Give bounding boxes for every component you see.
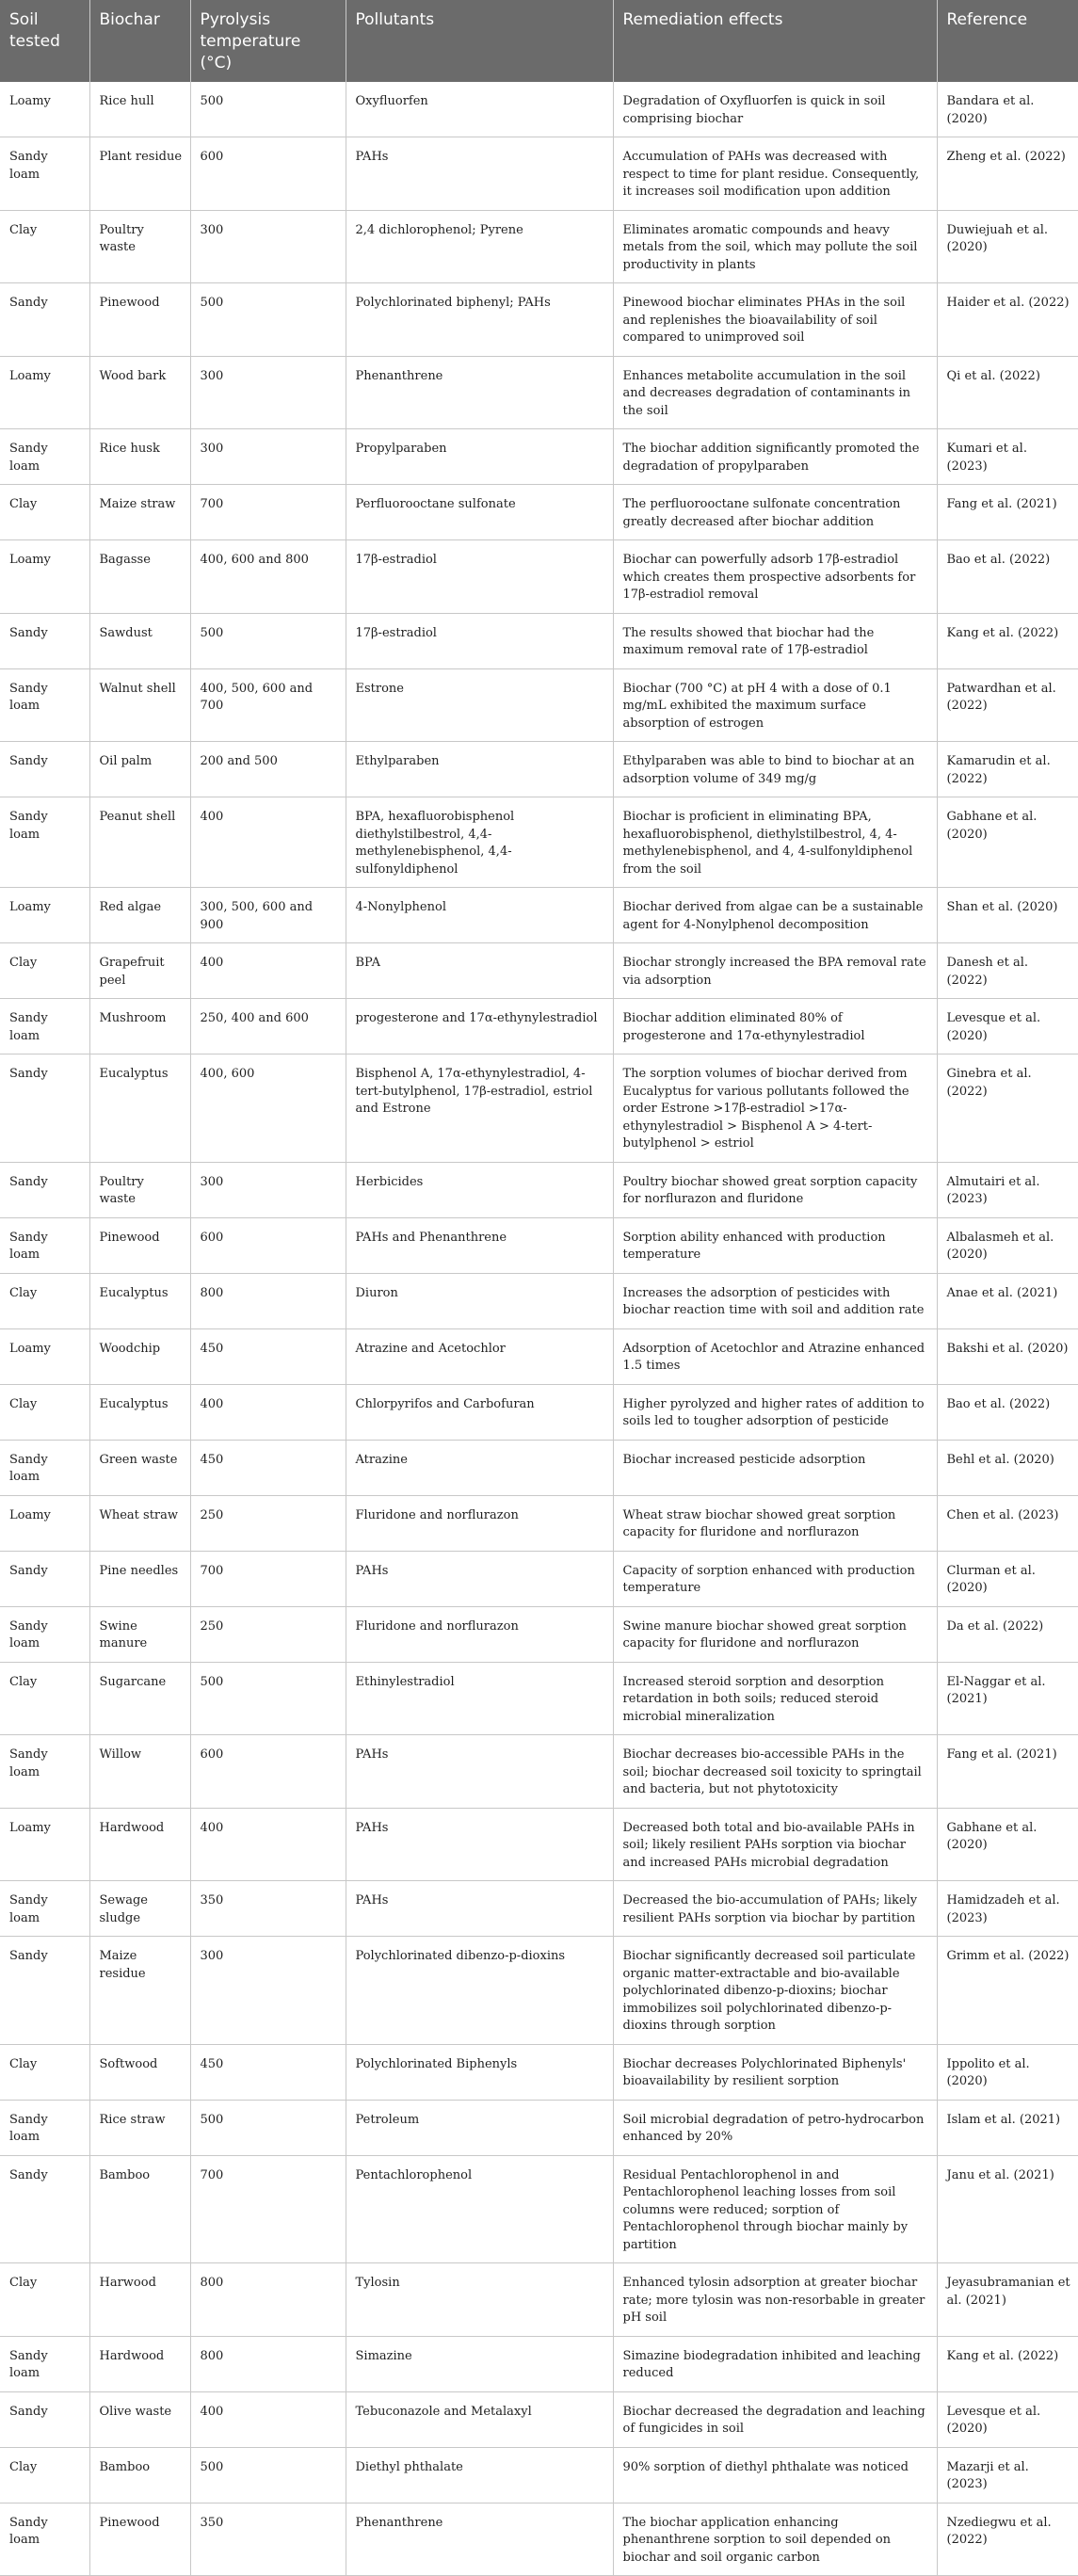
biochar-cell: Mushroom bbox=[89, 999, 190, 1055]
soil-tested-cell: Loamy bbox=[0, 1808, 89, 1881]
remediation-effects-cell: Eliminates aromatic compounds and heavy metals from the soil, which may pollute the soil productivity in plants bbox=[613, 210, 937, 283]
table-row bbox=[0, 943, 1078, 999]
reference-cell: Janu et al. (2021) bbox=[937, 2155, 1078, 2263]
remediation-effects-cell: Soil microbial degradation of petro-hydrocarbon enhanced by 20% bbox=[613, 2100, 937, 2155]
remediation-effects-cell: Biochar addition eliminated 80% of progesterone and 17α-ethynylestradiol bbox=[613, 999, 937, 1055]
table-row bbox=[0, 2391, 1078, 2447]
remediation-effects-cell: The results showed that biochar had the maximum removal rate of 17β-estradiol bbox=[613, 613, 937, 668]
table-row bbox=[0, 1384, 1078, 1440]
biochar-cell: Poultry waste bbox=[89, 210, 190, 283]
pollutants-cell: progesterone and 17α-ethynylestradiol bbox=[346, 999, 613, 1055]
remediation-effects-cell: Degradation of Oxyfluorfen is quick in soil comprising biochar bbox=[613, 82, 937, 137]
table-row bbox=[0, 210, 1078, 283]
biochar-cell: Rice straw bbox=[89, 2100, 190, 2155]
pyrolysis-temperature-cell: 400 bbox=[190, 1808, 346, 1881]
table-row bbox=[0, 137, 1078, 211]
header-pyrolysis-temperature: Pyrolysis temperature (°C) bbox=[190, 0, 346, 82]
pollutants-cell: 17β-estradiol bbox=[346, 540, 613, 614]
pollutants-cell: Polychlorinated dibenzo-p-dioxins bbox=[346, 1937, 613, 2045]
pollutants-cell: PAHs bbox=[346, 137, 613, 211]
table-row bbox=[0, 82, 1078, 137]
pyrolysis-temperature-cell: 450 bbox=[190, 2044, 346, 2100]
soil-tested-cell: Sandy loam bbox=[0, 1881, 89, 1937]
remediation-effects-cell: Residual Pentachlorophenol in and Pentachlorophenol leaching losses from soil columns were reduced; sorption of Pentachlorophenol through biochar mainly by partition bbox=[613, 2155, 937, 2263]
soil-tested-cell: Clay bbox=[0, 210, 89, 283]
reference-cell: Almutairi et al. (2023) bbox=[937, 1162, 1078, 1217]
reference-cell: Kamarudin et al. (2022) bbox=[937, 742, 1078, 797]
biochar-cell: Pine needles bbox=[89, 1551, 190, 1606]
reference-cell: Ippolito et al. (2020) bbox=[937, 2044, 1078, 2100]
soil-tested-cell: Sandy loam bbox=[0, 999, 89, 1055]
soil-tested-cell: Sandy loam bbox=[0, 1735, 89, 1809]
pollutants-cell: PAHs bbox=[346, 1551, 613, 1606]
table-row bbox=[0, 797, 1078, 888]
soil-tested-cell: Sandy bbox=[0, 2391, 89, 2447]
pyrolysis-temperature-cell: 400 bbox=[190, 797, 346, 888]
reference-cell: Grimm et al. (2022) bbox=[937, 1937, 1078, 2045]
pyrolysis-temperature-cell: 300 bbox=[190, 210, 346, 283]
pyrolysis-temperature-cell: 250 bbox=[190, 1606, 346, 1662]
biochar-cell: Swine manure bbox=[89, 1606, 190, 1662]
remediation-effects-cell: Wheat straw biochar showed great sorption capacity for fluridone and norflurazon bbox=[613, 1495, 937, 1551]
pollutants-cell: Oxyfluorfen bbox=[346, 82, 613, 137]
soil-tested-cell: Loamy bbox=[0, 356, 89, 429]
pollutants-cell: Estrone bbox=[346, 668, 613, 742]
remediation-effects-cell: Pinewood biochar eliminates PHAs in the soil and replenishes the bioavailability of soil compared to unimproved soil bbox=[613, 283, 937, 357]
pyrolysis-temperature-cell: 600 bbox=[190, 1217, 346, 1273]
biochar-cell: Sawdust bbox=[89, 613, 190, 668]
reference-cell: Hamidzadeh et al. (2023) bbox=[937, 1881, 1078, 1937]
soil-tested-cell: Sandy loam bbox=[0, 797, 89, 888]
header-remediation-effects: Remediation effects bbox=[613, 0, 937, 82]
soil-tested-cell: Clay bbox=[0, 1662, 89, 1735]
reference-cell: Duwiejuah et al. (2020) bbox=[937, 210, 1078, 283]
header-row bbox=[0, 0, 1078, 82]
reference-cell: Jeyasubramanian et al. (2021) bbox=[937, 2263, 1078, 2337]
reference-cell: Islam et al. (2021) bbox=[937, 2100, 1078, 2155]
biochar-cell: Bamboo bbox=[89, 2155, 190, 2263]
pyrolysis-temperature-cell: 500 bbox=[190, 283, 346, 357]
pyrolysis-temperature-cell: 300 bbox=[190, 1162, 346, 1217]
pyrolysis-temperature-cell: 500 bbox=[190, 2447, 346, 2503]
pyrolysis-temperature-cell: 400, 600 bbox=[190, 1055, 346, 1163]
biochar-cell: Plant residue bbox=[89, 137, 190, 211]
remediation-effects-cell: The sorption volumes of biochar derived from Eucalyptus for various pollutants followed the order Estrone >17β-estradiol >17α-ethynylestradiol > Bisphenol A > 4-tert-butylphenol > estriol bbox=[613, 1055, 937, 1163]
remediation-effects-cell: 90% sorption of diethyl phthalate was noticed bbox=[613, 2447, 937, 2503]
remediation-effects-cell: The biochar addition significantly promoted the degradation of propylparaben bbox=[613, 429, 937, 485]
remediation-effects-cell: Biochar can powerfully adsorb 17β-estradiol which creates them prospective adsorbents for 17β-estradiol removal bbox=[613, 540, 937, 614]
pyrolysis-temperature-cell: 600 bbox=[190, 137, 346, 211]
remediation-effects-cell: Increases the adsorption of pesticides with biochar reaction time with soil and addition rate bbox=[613, 1273, 937, 1328]
reference-cell: Mazarji et al. (2023) bbox=[937, 2447, 1078, 2503]
biochar-cell: Woodchip bbox=[89, 1328, 190, 1384]
pollutants-cell: Propylparaben bbox=[346, 429, 613, 485]
biochar-cell: Poultry waste bbox=[89, 1162, 190, 1217]
soil-tested-cell: Sandy bbox=[0, 1162, 89, 1217]
header-soil-tested: Soil tested bbox=[0, 0, 89, 82]
table-row bbox=[0, 1273, 1078, 1328]
biochar-cell: Rice husk bbox=[89, 429, 190, 485]
reference-cell: Haider et al. (2022) bbox=[937, 283, 1078, 357]
table-row bbox=[0, 2044, 1078, 2100]
remediation-effects-cell: The biochar application enhancing phenanthrene sorption to soil depended on biochar and soil organic carbon bbox=[613, 2503, 937, 2576]
table-row bbox=[0, 2336, 1078, 2391]
biochar-cell: Willow bbox=[89, 1735, 190, 1809]
biochar-cell: Red algae bbox=[89, 888, 190, 943]
soil-tested-cell: Clay bbox=[0, 2447, 89, 2503]
reference-cell: Bandara et al. (2020) bbox=[937, 82, 1078, 137]
reference-cell: Kumari et al. (2023) bbox=[937, 429, 1078, 485]
pollutants-cell: Chlorpyrifos and Carbofuran bbox=[346, 1384, 613, 1440]
table-row bbox=[0, 1735, 1078, 1809]
remediation-effects-cell: Biochar significantly decreased soil particulate organic matter-extractable and bio-available polychlorinated dibenzo-p-dioxins; biochar immobilizes soil polychlorinated dibenzo-p-dioxins through sorption bbox=[613, 1937, 937, 2045]
soil-tested-cell: Sandy loam bbox=[0, 668, 89, 742]
biochar-cell: Oil palm bbox=[89, 742, 190, 797]
table-row bbox=[0, 1217, 1078, 1273]
header-biochar: Biochar bbox=[89, 0, 190, 82]
pollutants-cell: 4-Nonylphenol bbox=[346, 888, 613, 943]
table-row bbox=[0, 613, 1078, 668]
remediation-effects-cell: Biochar strongly increased the BPA removal rate via adsorption bbox=[613, 943, 937, 999]
pyrolysis-temperature-cell: 500 bbox=[190, 1662, 346, 1735]
remediation-effects-cell: Swine manure biochar showed great sorption capacity for fluridone and norflurazon bbox=[613, 1606, 937, 1662]
reference-cell: Fang et al. (2021) bbox=[937, 485, 1078, 540]
pollutants-cell: Simazine bbox=[346, 2336, 613, 2391]
biochar-cell: Hardwood bbox=[89, 1808, 190, 1881]
pollutants-cell: Pentachlorophenol bbox=[346, 2155, 613, 2263]
biochar-cell: Walnut shell bbox=[89, 668, 190, 742]
biochar-cell: Eucalyptus bbox=[89, 1055, 190, 1163]
reference-cell: Da et al. (2022) bbox=[937, 1606, 1078, 1662]
reference-cell: Nzediegwu et al. (2022) bbox=[937, 2503, 1078, 2576]
table-row bbox=[0, 1551, 1078, 1606]
pollutants-cell: Bisphenol A, 17α-ethynylestradiol, 4-tert-butylphenol, 17β-estradiol, estriol and Estrone bbox=[346, 1055, 613, 1163]
table-row bbox=[0, 429, 1078, 485]
remediation-effects-cell: Enhances metabolite accumulation in the soil and decreases degradation of contaminants in the soil bbox=[613, 356, 937, 429]
pyrolysis-temperature-cell: 400 bbox=[190, 943, 346, 999]
table-row bbox=[0, 1606, 1078, 1662]
reference-cell: Anae et al. (2021) bbox=[937, 1273, 1078, 1328]
pyrolysis-temperature-cell: 200 and 500 bbox=[190, 742, 346, 797]
remediation-effects-cell: Biochar decreases bio-accessible PAHs in the soil; biochar decreased soil toxicity to springtail and bacteria, but not phytotoxicity bbox=[613, 1735, 937, 1809]
soil-tested-cell: Sandy loam bbox=[0, 2503, 89, 2576]
soil-tested-cell: Sandy bbox=[0, 283, 89, 357]
soil-tested-cell: Sandy loam bbox=[0, 137, 89, 211]
soil-tested-cell: Sandy bbox=[0, 1055, 89, 1163]
table-row bbox=[0, 1162, 1078, 1217]
soil-tested-cell: Sandy loam bbox=[0, 1440, 89, 1495]
pyrolysis-temperature-cell: 700 bbox=[190, 485, 346, 540]
remediation-effects-cell: Decreased both total and bio-available PAHs in soil; likely resilient PAHs sorption via biochar and increased PAHs microbial degradation bbox=[613, 1808, 937, 1881]
remediation-effects-cell: The perfluorooctane sulfonate concentration greatly decreased after biochar addition bbox=[613, 485, 937, 540]
table-row bbox=[0, 1937, 1078, 2045]
soil-tested-cell: Clay bbox=[0, 1273, 89, 1328]
header-pollutants: Pollutants bbox=[346, 0, 613, 82]
remediation-effects-cell: Poultry biochar showed great sorption capacity for norflurazon and fluridone bbox=[613, 1162, 937, 1217]
soil-tested-cell: Sandy bbox=[0, 742, 89, 797]
remediation-effects-cell: Biochar decreases Polychlorinated Biphenyls' bioavailability by resilient sorption bbox=[613, 2044, 937, 2100]
reference-cell: Patwardhan et al. (2022) bbox=[937, 668, 1078, 742]
reference-cell: Chen et al. (2023) bbox=[937, 1495, 1078, 1551]
soil-tested-cell: Sandy loam bbox=[0, 1217, 89, 1273]
soil-tested-cell: Sandy loam bbox=[0, 2100, 89, 2155]
biochar-cell: Rice hull bbox=[89, 82, 190, 137]
soil-tested-cell: Loamy bbox=[0, 82, 89, 137]
reference-cell: Behl et al. (2020) bbox=[937, 1440, 1078, 1495]
pollutants-cell: Phenanthrene bbox=[346, 2503, 613, 2576]
pyrolysis-temperature-cell: 700 bbox=[190, 2155, 346, 2263]
pyrolysis-temperature-cell: 250 bbox=[190, 1495, 346, 1551]
pollutants-cell: Tebuconazole and Metalaxyl bbox=[346, 2391, 613, 2447]
table-row bbox=[0, 540, 1078, 614]
table-row bbox=[0, 1808, 1078, 1881]
table-header bbox=[0, 0, 1078, 82]
remediation-effects-cell: Biochar is proficient in eliminating BPA, hexafluorobisphenol, diethylstilbestrol, 4, 4-methylenebisphenol, and 4, 4-sulfonyldiphenol from the soil bbox=[613, 797, 937, 888]
table-row bbox=[0, 1881, 1078, 1937]
soil-tested-cell: Clay bbox=[0, 2044, 89, 2100]
soil-tested-cell: Clay bbox=[0, 943, 89, 999]
remediation-effects-cell: Biochar decreased the degradation and leaching of fungicides in soil bbox=[613, 2391, 937, 2447]
biochar-cell: Maize residue bbox=[89, 1937, 190, 2045]
pollutants-cell: Phenanthrene bbox=[346, 356, 613, 429]
pyrolysis-temperature-cell: 500 bbox=[190, 2100, 346, 2155]
biochar-cell: Sewage sludge bbox=[89, 1881, 190, 1937]
pollutants-cell: Fluridone and norflurazon bbox=[346, 1606, 613, 1662]
pollutants-cell: Diethyl phthalate bbox=[346, 2447, 613, 2503]
soil-tested-cell: Sandy loam bbox=[0, 2336, 89, 2391]
pyrolysis-temperature-cell: 450 bbox=[190, 1328, 346, 1384]
remediation-effects-cell: Biochar derived from algae can be a sustainable agent for 4-Nonylphenol decomposition bbox=[613, 888, 937, 943]
soil-tested-cell: Sandy bbox=[0, 2155, 89, 2263]
reference-cell: Levesque et al. (2020) bbox=[937, 999, 1078, 1055]
table-row bbox=[0, 668, 1078, 742]
biochar-cell: Sugarcane bbox=[89, 1662, 190, 1735]
biochar-cell: Olive waste bbox=[89, 2391, 190, 2447]
biochar-cell: Pinewood bbox=[89, 283, 190, 357]
pyrolysis-temperature-cell: 500 bbox=[190, 613, 346, 668]
pyrolysis-temperature-cell: 400, 500, 600 and 700 bbox=[190, 668, 346, 742]
pyrolysis-temperature-cell: 250, 400 and 600 bbox=[190, 999, 346, 1055]
remediation-effects-cell: Adsorption of Acetochlor and Atrazine enhanced 1.5 times bbox=[613, 1328, 937, 1384]
reference-cell: Kang et al. (2022) bbox=[937, 2336, 1078, 2391]
biochar-cell: Bamboo bbox=[89, 2447, 190, 2503]
biochar-cell: Hardwood bbox=[89, 2336, 190, 2391]
biochar-cell: Grapefruit peel bbox=[89, 943, 190, 999]
pyrolysis-temperature-cell: 300 bbox=[190, 429, 346, 485]
reference-cell: Zheng et al. (2022) bbox=[937, 137, 1078, 211]
remediation-effects-cell: Accumulation of PAHs was decreased with respect to time for plant residue. Consequently, it increases soil modification upon addition bbox=[613, 137, 937, 211]
soil-tested-cell: Sandy loam bbox=[0, 1606, 89, 1662]
reference-cell: El-Naggar et al. (2021) bbox=[937, 1662, 1078, 1735]
reference-cell: Bakshi et al. (2020) bbox=[937, 1328, 1078, 1384]
table-row bbox=[0, 2155, 1078, 2263]
pyrolysis-temperature-cell: 300 bbox=[190, 356, 346, 429]
remediation-effects-cell: Enhanced tylosin adsorption at greater biochar rate; more tylosin was non-resorbable in greater pH soil bbox=[613, 2263, 937, 2337]
soil-tested-cell: Loamy bbox=[0, 1328, 89, 1384]
reference-cell: Fang et al. (2021) bbox=[937, 1735, 1078, 1809]
table-row bbox=[0, 2447, 1078, 2503]
pollutants-cell: Petroleum bbox=[346, 2100, 613, 2155]
biochar-cell: Eucalyptus bbox=[89, 1384, 190, 1440]
pyrolysis-temperature-cell: 400 bbox=[190, 1384, 346, 1440]
reference-cell: Bao et al. (2022) bbox=[937, 1384, 1078, 1440]
biochar-cell: Peanut shell bbox=[89, 797, 190, 888]
table-row bbox=[0, 2263, 1078, 2337]
remediation-effects-cell: Sorption ability enhanced with production temperature bbox=[613, 1217, 937, 1273]
pyrolysis-temperature-cell: 500 bbox=[190, 82, 346, 137]
remediation-effects-cell: Ethylparaben was able to bind to biochar at an adsorption volume of 349 mg/g bbox=[613, 742, 937, 797]
reference-cell: Shan et al. (2020) bbox=[937, 888, 1078, 943]
pollutants-cell: PAHs and Phenanthrene bbox=[346, 1217, 613, 1273]
reference-cell: Bao et al. (2022) bbox=[937, 540, 1078, 614]
soil-tested-cell: Sandy bbox=[0, 1937, 89, 2045]
table-row bbox=[0, 356, 1078, 429]
biochar-cell: Softwood bbox=[89, 2044, 190, 2100]
pyrolysis-temperature-cell: 400, 600 and 800 bbox=[190, 540, 346, 614]
pollutants-cell: Perfluorooctane sulfonate bbox=[346, 485, 613, 540]
pollutants-cell: PAHs bbox=[346, 1808, 613, 1881]
reference-cell: Kang et al. (2022) bbox=[937, 613, 1078, 668]
table-row bbox=[0, 888, 1078, 943]
pollutants-cell: BPA, hexafluorobisphenol diethylstilbestrol, 4,4-methylenebisphenol, 4,4-sulfonyldiphenol bbox=[346, 797, 613, 888]
pollutants-cell: 17β-estradiol bbox=[346, 613, 613, 668]
biochar-cell: Wheat straw bbox=[89, 1495, 190, 1551]
pyrolysis-temperature-cell: 800 bbox=[190, 2263, 346, 2337]
soil-tested-cell: Loamy bbox=[0, 1495, 89, 1551]
pyrolysis-temperature-cell: 700 bbox=[190, 1551, 346, 1606]
biochar-cell: Green waste bbox=[89, 1440, 190, 1495]
table-row bbox=[0, 2100, 1078, 2155]
table-row bbox=[0, 485, 1078, 540]
pollutants-cell: 2,4 dichlorophenol; Pyrene bbox=[346, 210, 613, 283]
pollutants-cell: Herbicides bbox=[346, 1162, 613, 1217]
biochar-cell: Pinewood bbox=[89, 2503, 190, 2576]
remediation-effects-cell: Decreased the bio-accumulation of PAHs; likely resilient PAHs sorption via biochar by partition bbox=[613, 1881, 937, 1937]
pyrolysis-temperature-cell: 400 bbox=[190, 2391, 346, 2447]
table-row bbox=[0, 283, 1078, 357]
soil-tested-cell: Clay bbox=[0, 2263, 89, 2337]
table-row bbox=[0, 1495, 1078, 1551]
table-row bbox=[0, 999, 1078, 1055]
biochar-cell: Bagasse bbox=[89, 540, 190, 614]
biochar-cell: Eucalyptus bbox=[89, 1273, 190, 1328]
pyrolysis-temperature-cell: 450 bbox=[190, 1440, 346, 1495]
pollutants-cell: Atrazine and Acetochlor bbox=[346, 1328, 613, 1384]
reference-cell: Qi et al. (2022) bbox=[937, 356, 1078, 429]
table-row bbox=[0, 742, 1078, 797]
pollutants-cell: Ethylparaben bbox=[346, 742, 613, 797]
pollutants-cell: Tylosin bbox=[346, 2263, 613, 2337]
soil-tested-cell: Sandy loam bbox=[0, 429, 89, 485]
reference-cell: Gabhane et al. (2020) bbox=[937, 797, 1078, 888]
remediation-effects-cell: Increased steroid sorption and desorption retardation in both soils; reduced steroid microbial mineralization bbox=[613, 1662, 937, 1735]
pollutants-cell: Polychlorinated Biphenyls bbox=[346, 2044, 613, 2100]
table-row bbox=[0, 1328, 1078, 1384]
remediation-effects-cell: Capacity of sorption enhanced with production temperature bbox=[613, 1551, 937, 1606]
pyrolysis-temperature-cell: 800 bbox=[190, 1273, 346, 1328]
table-row bbox=[0, 2503, 1078, 2576]
pollutants-cell: Polychlorinated biphenyl; PAHs bbox=[346, 283, 613, 357]
pyrolysis-temperature-cell: 600 bbox=[190, 1735, 346, 1809]
soil-tested-cell: Loamy bbox=[0, 540, 89, 614]
reference-cell: Gabhane et al. (2020) bbox=[937, 1808, 1078, 1881]
reference-cell: Clurman et al. (2020) bbox=[937, 1551, 1078, 1606]
pollutants-cell: BPA bbox=[346, 943, 613, 999]
pollutants-cell: Diuron bbox=[346, 1273, 613, 1328]
pyrolysis-temperature-cell: 300 bbox=[190, 1937, 346, 2045]
reference-cell: Albalasmeh et al. (2020) bbox=[937, 1217, 1078, 1273]
biochar-cell: Harwood bbox=[89, 2263, 190, 2337]
biochar-cell: Wood bark bbox=[89, 356, 190, 429]
soil-tested-cell: Clay bbox=[0, 1384, 89, 1440]
reference-cell: Levesque et al. (2020) bbox=[937, 2391, 1078, 2447]
table-row bbox=[0, 1055, 1078, 1163]
biochar-cell: Maize straw bbox=[89, 485, 190, 540]
pyrolysis-temperature-cell: 350 bbox=[190, 2503, 346, 2576]
soil-tested-cell: Clay bbox=[0, 485, 89, 540]
table-body bbox=[0, 82, 1078, 2576]
reference-cell: Ginebra et al. (2022) bbox=[937, 1055, 1078, 1163]
remediation-effects-cell: Simazine biodegradation inhibited and leaching reduced bbox=[613, 2336, 937, 2391]
remediation-effects-cell: Higher pyrolyzed and higher rates of addition to soils led to tougher adsorption of pesticide bbox=[613, 1384, 937, 1440]
remediation-effects-cell: Biochar increased pesticide adsorption bbox=[613, 1440, 937, 1495]
pollutants-cell: PAHs bbox=[346, 1881, 613, 1937]
pyrolysis-temperature-cell: 300, 500, 600 and 900 bbox=[190, 888, 346, 943]
biochar-cell: Pinewood bbox=[89, 1217, 190, 1273]
soil-tested-cell: Loamy bbox=[0, 888, 89, 943]
soil-tested-cell: Sandy bbox=[0, 1551, 89, 1606]
pollutants-cell: Ethinylestradiol bbox=[346, 1662, 613, 1735]
header-reference: Reference bbox=[937, 0, 1078, 82]
table-row bbox=[0, 1662, 1078, 1735]
soil-tested-cell: Sandy bbox=[0, 613, 89, 668]
reference-cell: Danesh et al. (2022) bbox=[937, 943, 1078, 999]
pollutants-cell: PAHs bbox=[346, 1735, 613, 1809]
pyrolysis-temperature-cell: 800 bbox=[190, 2336, 346, 2391]
table-row bbox=[0, 1440, 1078, 1495]
remediation-effects-cell: Biochar (700 °C) at pH 4 with a dose of 0.1 mg/mL exhibited the maximum surface absorption of estrogen bbox=[613, 668, 937, 742]
pollutants-cell: Fluridone and norflurazon bbox=[346, 1495, 613, 1551]
pyrolysis-temperature-cell: 350 bbox=[190, 1881, 346, 1937]
pollutants-cell: Atrazine bbox=[346, 1440, 613, 1495]
